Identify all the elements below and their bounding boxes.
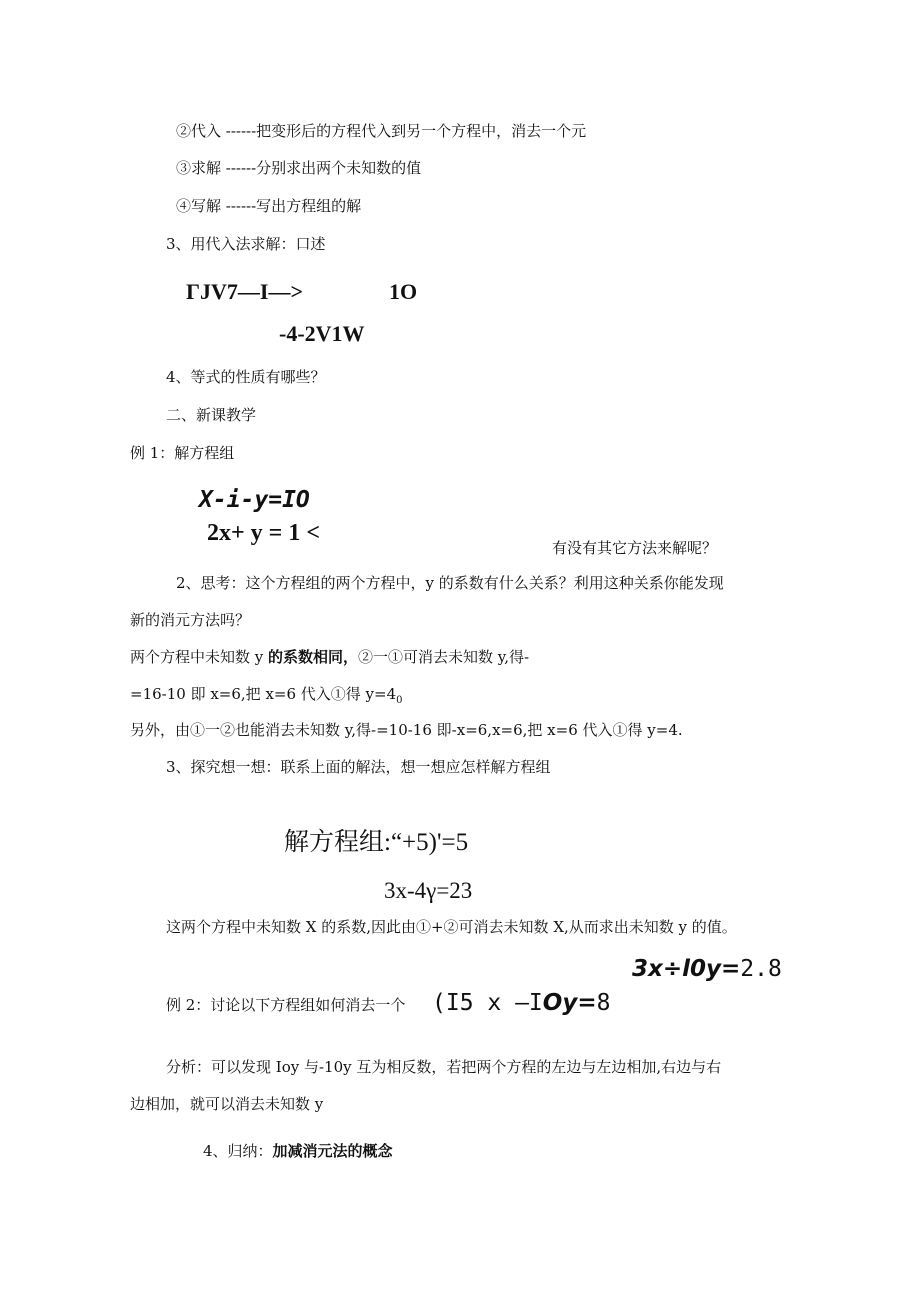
step-write: ④写解 ------写出方程组的解: [176, 197, 362, 215]
analysis-line-1: 分析：可以发现 Ioy 与-10y 互为相反数，若把两个方程的左边与左边相加,右边与右: [166, 1058, 722, 1076]
analysis-line-2: 边相加，就可以消去未知数 y: [130, 1095, 324, 1113]
same-coefficient-line: [130, 647, 529, 667]
result-text: =16-10 即 x=6,把 x=6 代入①得 y=4: [130, 685, 397, 703]
explore-equation-1: 解方程组:“+5)'=5: [284, 829, 469, 856]
example-2-equation-2: [432, 989, 610, 1017]
example-2-equation-2-part-b: Oy=: [542, 990, 597, 1016]
example-2-title: 例 2：讨论以下方程组如何消去一个: [166, 996, 406, 1014]
think-paragraph-line-2: 新的消元方法吗？: [130, 611, 251, 629]
explore-line: 3、探究想一想：联系上面的解法，想一想应怎样解方程组: [166, 758, 551, 776]
example-2-equation-2-part-c: 8: [596, 990, 611, 1016]
summary-prefix: 4、归纳：: [203, 1142, 273, 1160]
summary-line: [203, 1141, 393, 1161]
summary-heading: 加减消元法的概念: [272, 1142, 393, 1160]
same-coefficient-text-post: ②一①可消去未知数 y,得-: [358, 648, 530, 666]
same-coefficient-text-bold: 的系数相同，: [268, 648, 359, 666]
example-2-equation-2-part-a: (I5 x —I: [432, 990, 543, 1016]
oral-equation-1-left: ΓJV7—I—>: [186, 279, 303, 304]
result-line: [130, 684, 403, 711]
example-2-equation-1-part-b: 2.8: [740, 956, 782, 982]
question-3: 3、用代入法求解：口述: [166, 235, 326, 253]
explore-equation-2: 3x-4γ=23: [384, 878, 473, 903]
also-line: 另外，由①一②也能消去未知数 y,得-=10-16 即-x=6,x=6,把 x=6 代入①得 y=4.: [130, 721, 683, 739]
oral-equation-2: -4-2V1W: [279, 321, 365, 346]
example-1-title: 例 1：解方程组: [130, 444, 235, 462]
example-1-equation-1: X-i-y=IO: [199, 487, 310, 513]
oral-equation-1-right: 1O: [389, 279, 418, 304]
same-coefficient-text-pre: 两个方程中未知数 y: [130, 648, 269, 666]
question-4: 4、等式的性质有哪些？: [166, 368, 326, 386]
step-solve: ③求解 ------分别求出两个未知数的值: [176, 159, 422, 177]
coefficient-x-line: 这两个方程中未知数 X 的系数,因此由①+②可消去未知数 X,从而求出未知数 y 的值。: [166, 918, 737, 936]
example-2-equation-1-part-a: 3x÷l0y=: [632, 956, 741, 982]
step-substitute: ②代入 ------把变形后的方程代入到另一个方程中，消去一个元: [176, 122, 587, 140]
example-2-equation-1: [632, 955, 782, 983]
result-subscript: 0: [396, 695, 403, 706]
think-paragraph-line-1: 2、思考：这个方程组的两个方程中，y 的系数有什么关系？利用这种关系你能发现: [176, 574, 724, 592]
other-method-question: 有没有其它方法来解呢？: [552, 539, 718, 557]
example-1-equation-2: 2x+ y = 1 <: [207, 520, 321, 546]
section-heading-new-lesson: 二、新课教学: [166, 406, 257, 424]
